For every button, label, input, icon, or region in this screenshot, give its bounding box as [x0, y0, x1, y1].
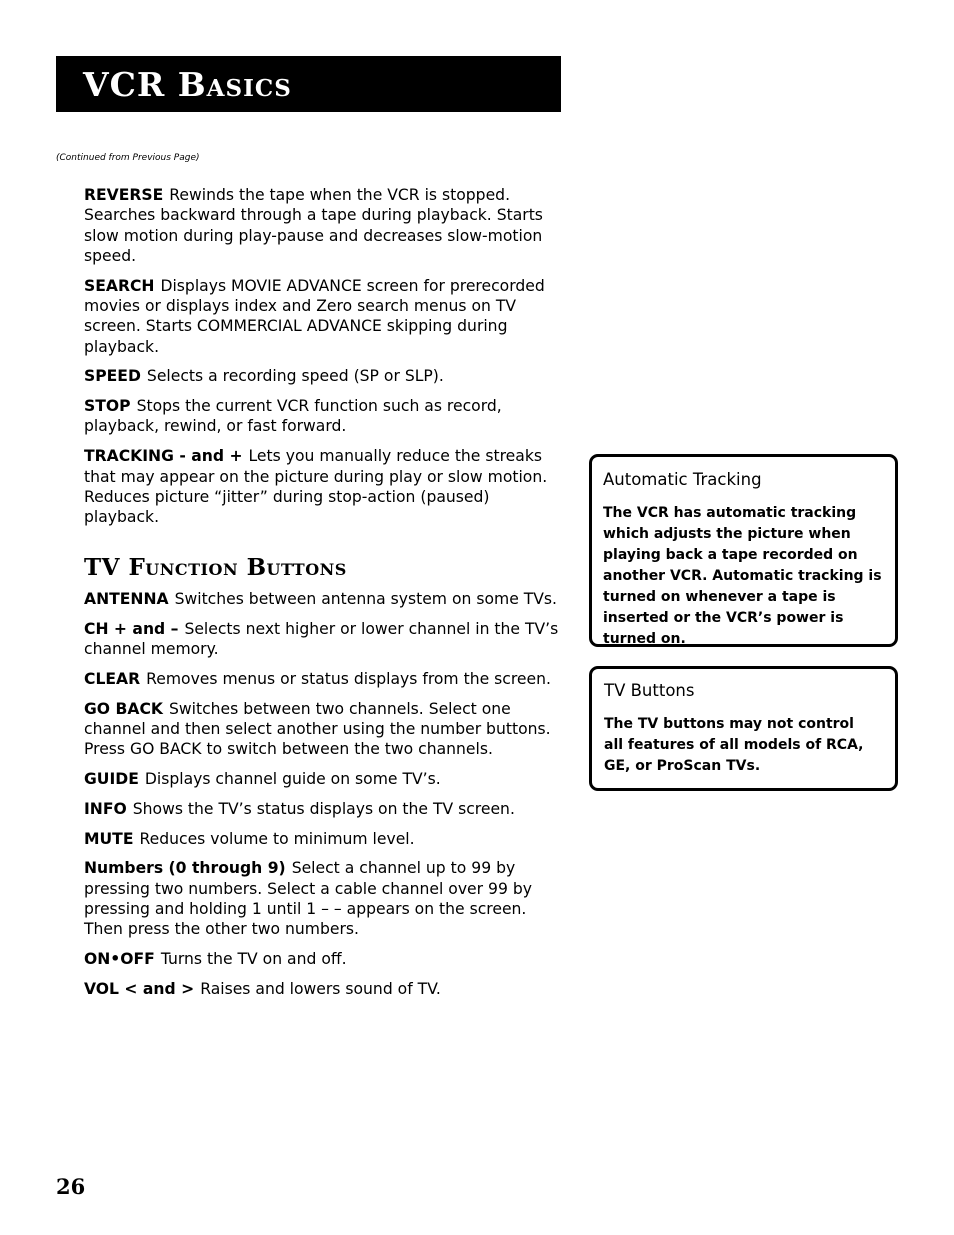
button-term: GUIDE: [84, 770, 139, 789]
button-description: Select a channel up to 99 by pressing two numbers. Select a cable channel over 99 by pressing and holding 1 until 1 – – appears on the screen. Then press the other two numbers.: [84, 859, 532, 939]
button-description: Reduces volume to minimum level.: [139, 829, 415, 848]
button-description: Switches between antenna system on some TVs.: [174, 590, 558, 608]
button-term: SPEED: [84, 367, 141, 386]
button-term: CLEAR: [84, 669, 141, 688]
button-entry-stop: [84, 396, 562, 437]
button-description: Displays channel guide on some TV’s.: [144, 770, 441, 789]
button-entry-speed: [84, 366, 562, 386]
tv-entry-numbers: [84, 858, 562, 939]
button-term: TRACKING - and +: [84, 447, 243, 466]
button-entry-tracking: [84, 446, 562, 527]
button-description: Shows the TV’s status displays on the TV screen.: [132, 799, 515, 818]
sidebar-text: The TV buttons may not control all features of all models of RCA, GE, or ProScan TVs.: [604, 716, 864, 774]
sidebar-text: The VCR has automatic tracking which adjusts the picture when playing back a tape recorded on another VCR. Automatic tracking is turned on whenever a tape is inserted or the VCR’s power is turned on.: [603, 505, 882, 647]
button-term: ON•OFF: [84, 950, 155, 969]
tv-button-list: [84, 589, 562, 1009]
tv-entry-guide: [84, 769, 562, 789]
button-description: Raises and lowers sound of TV.: [200, 979, 441, 998]
button-term: STOP: [84, 397, 131, 416]
button-term: CH + and –: [84, 619, 179, 638]
button-entry-search: [84, 276, 562, 357]
button-description: Stops the current VCR function such as record, playback, rewind, or fast forward.: [84, 397, 502, 436]
button-term: MUTE: [84, 829, 134, 848]
tv-entry-antenna: [84, 589, 562, 609]
button-description: Displays MOVIE ADVANCE screen for prerecorded movies or displays index and Zero search menus on TV screen. Starts COMMERCIAL ADVANCE skipping during playback.: [84, 276, 545, 356]
automatic-tracking-sidebar: [589, 454, 898, 647]
button-term: ANTENNA: [84, 590, 169, 608]
tv-entry-info: [84, 799, 562, 819]
button-description: Lets you manually reduce the streaks that may appear on the picture during play or slow motion. Reduces picture “jitter” during stop-action (paused) playback.: [84, 447, 548, 527]
button-term: INFO: [84, 799, 127, 818]
vcr-button-list: [84, 185, 562, 537]
button-entry-reverse: [84, 185, 562, 266]
button-term: REVERSE: [84, 186, 164, 204]
button-description: Switches between two channels. Select one channel and then select another using the number buttons. Press GO BACK to switch between the two channels.: [84, 699, 551, 759]
tv-buttons-sidebar: [589, 666, 898, 791]
page-header-banner: [56, 56, 561, 112]
button-term: GO BACK: [84, 699, 163, 718]
page-number: 26: [56, 1174, 86, 1199]
button-description: Turns the TV on and off.: [160, 950, 347, 969]
tv-entry-mute: [84, 829, 562, 849]
tv-entry-go-back: [84, 699, 562, 760]
button-description: Selects next higher or lower channel in the TV’s channel memory.: [84, 619, 559, 659]
button-description: Rewinds the tape when the VCR is stopped. Searches backward through a tape during playback. Starts slow motion during play-pause and decreases slow-motion speed.: [84, 186, 543, 265]
page-title: VCR Basics: [83, 64, 292, 104]
button-term: VOL < and >: [84, 979, 195, 998]
continued-note: (Continued from Previous Page): [56, 153, 200, 163]
sidebar-title: TV Buttons: [604, 681, 695, 700]
tv-entry-volume: [84, 979, 562, 999]
button-term: SEARCH: [84, 276, 155, 295]
button-description: Removes menus or status displays from the screen.: [146, 669, 551, 688]
tv-entry-clear: [84, 669, 562, 689]
button-term: Numbers (0 through 9): [84, 859, 286, 878]
tv-entry-on-off: [84, 949, 562, 969]
tv-function-heading: TV Function Buttons: [84, 554, 347, 581]
sidebar-title: Automatic Tracking: [603, 470, 762, 489]
button-description: Selects a recording speed (SP or SLP).: [146, 367, 444, 386]
tv-entry-channel: [84, 619, 562, 660]
